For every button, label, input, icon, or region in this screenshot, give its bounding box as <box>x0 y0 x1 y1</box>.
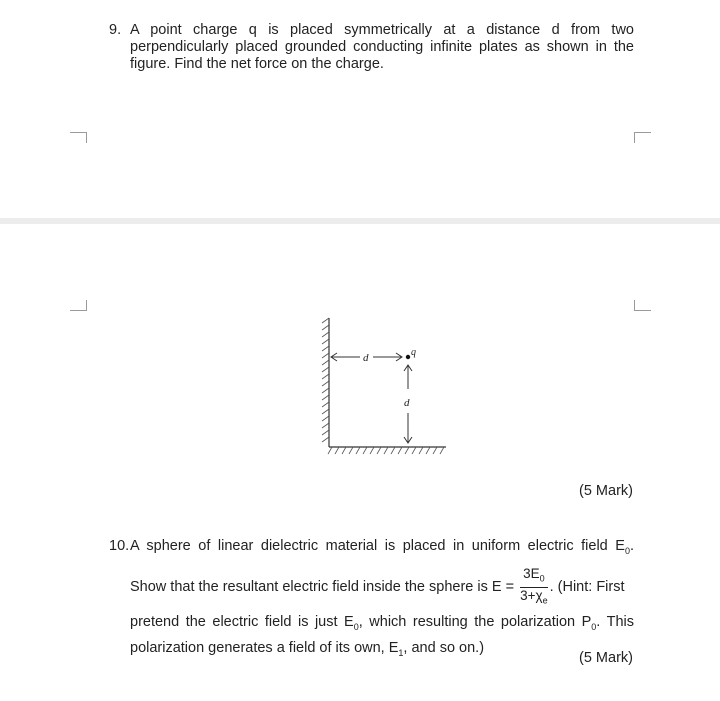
crop-mark-bottom-left <box>70 300 87 311</box>
frac-num-sub: 0 <box>539 573 545 584</box>
label-d-vertical: d <box>404 397 410 409</box>
vertical-plate-hatch <box>322 318 329 442</box>
q10-line3-sub: 0 <box>353 622 359 633</box>
q10-line4-end: , and so on.) <box>403 640 485 657</box>
page-divider <box>0 218 720 224</box>
q10-line2-text: Show that the resultant electric field inside the sphere is E = <box>130 578 515 595</box>
question-10 <box>109 538 634 662</box>
q10-line4-text: polarization generates a field of its own, E <box>130 640 399 657</box>
crop-mark-top-left <box>70 132 87 143</box>
frac-den-text: 3+χ <box>520 587 543 603</box>
crop-mark-top-right <box>634 132 651 143</box>
question-9-text: A point charge q is placed symmetrically at a distance d from two perpendicularly placed grounded conducting infinite plates as shown in the figure. Find the net force on the charge. <box>130 22 634 72</box>
question-10-number: 10. <box>109 538 130 554</box>
field-fraction <box>520 566 548 608</box>
question-10-text <box>130 538 634 662</box>
q10-line3-mid: , which resulting the polarization P <box>358 614 592 631</box>
question-10-line-3 <box>130 614 634 636</box>
label-d-horizontal: d <box>363 352 369 364</box>
frac-num-text: 3E <box>523 565 540 581</box>
q10-line3-end: . This <box>596 614 634 631</box>
frac-den-sub: e <box>542 595 548 606</box>
fraction-numerator <box>520 566 548 588</box>
question-10-line-2 <box>130 566 634 608</box>
q10-line3-sub2: 0 <box>591 622 597 633</box>
q10-line1-text: A sphere of linear dielectric material is placed in uniform electric field E <box>130 538 625 554</box>
q10-line1-end: . <box>629 538 634 554</box>
fraction-denominator <box>520 588 548 609</box>
question-10-line-1 <box>130 538 634 560</box>
question-9-number: 9. <box>109 22 122 38</box>
q10-line2-end: . (Hint: First <box>549 578 625 595</box>
question-9-marks: (5 Mark) <box>579 483 633 499</box>
q10-line4-sub: 1 <box>398 648 404 659</box>
question-9 <box>109 22 634 73</box>
label-q: q <box>411 347 416 358</box>
point-charge <box>406 355 410 359</box>
crop-mark-bottom-right <box>634 300 651 311</box>
question-10-marks: (5 Mark) <box>579 650 633 666</box>
q10-line3-text: pretend the electric field is just E <box>130 614 354 631</box>
q10-line1-sub: 0 <box>624 545 630 556</box>
plates-figure <box>318 315 453 465</box>
horizontal-plate-hatch <box>328 447 444 454</box>
question-10-line-4 <box>130 640 634 662</box>
